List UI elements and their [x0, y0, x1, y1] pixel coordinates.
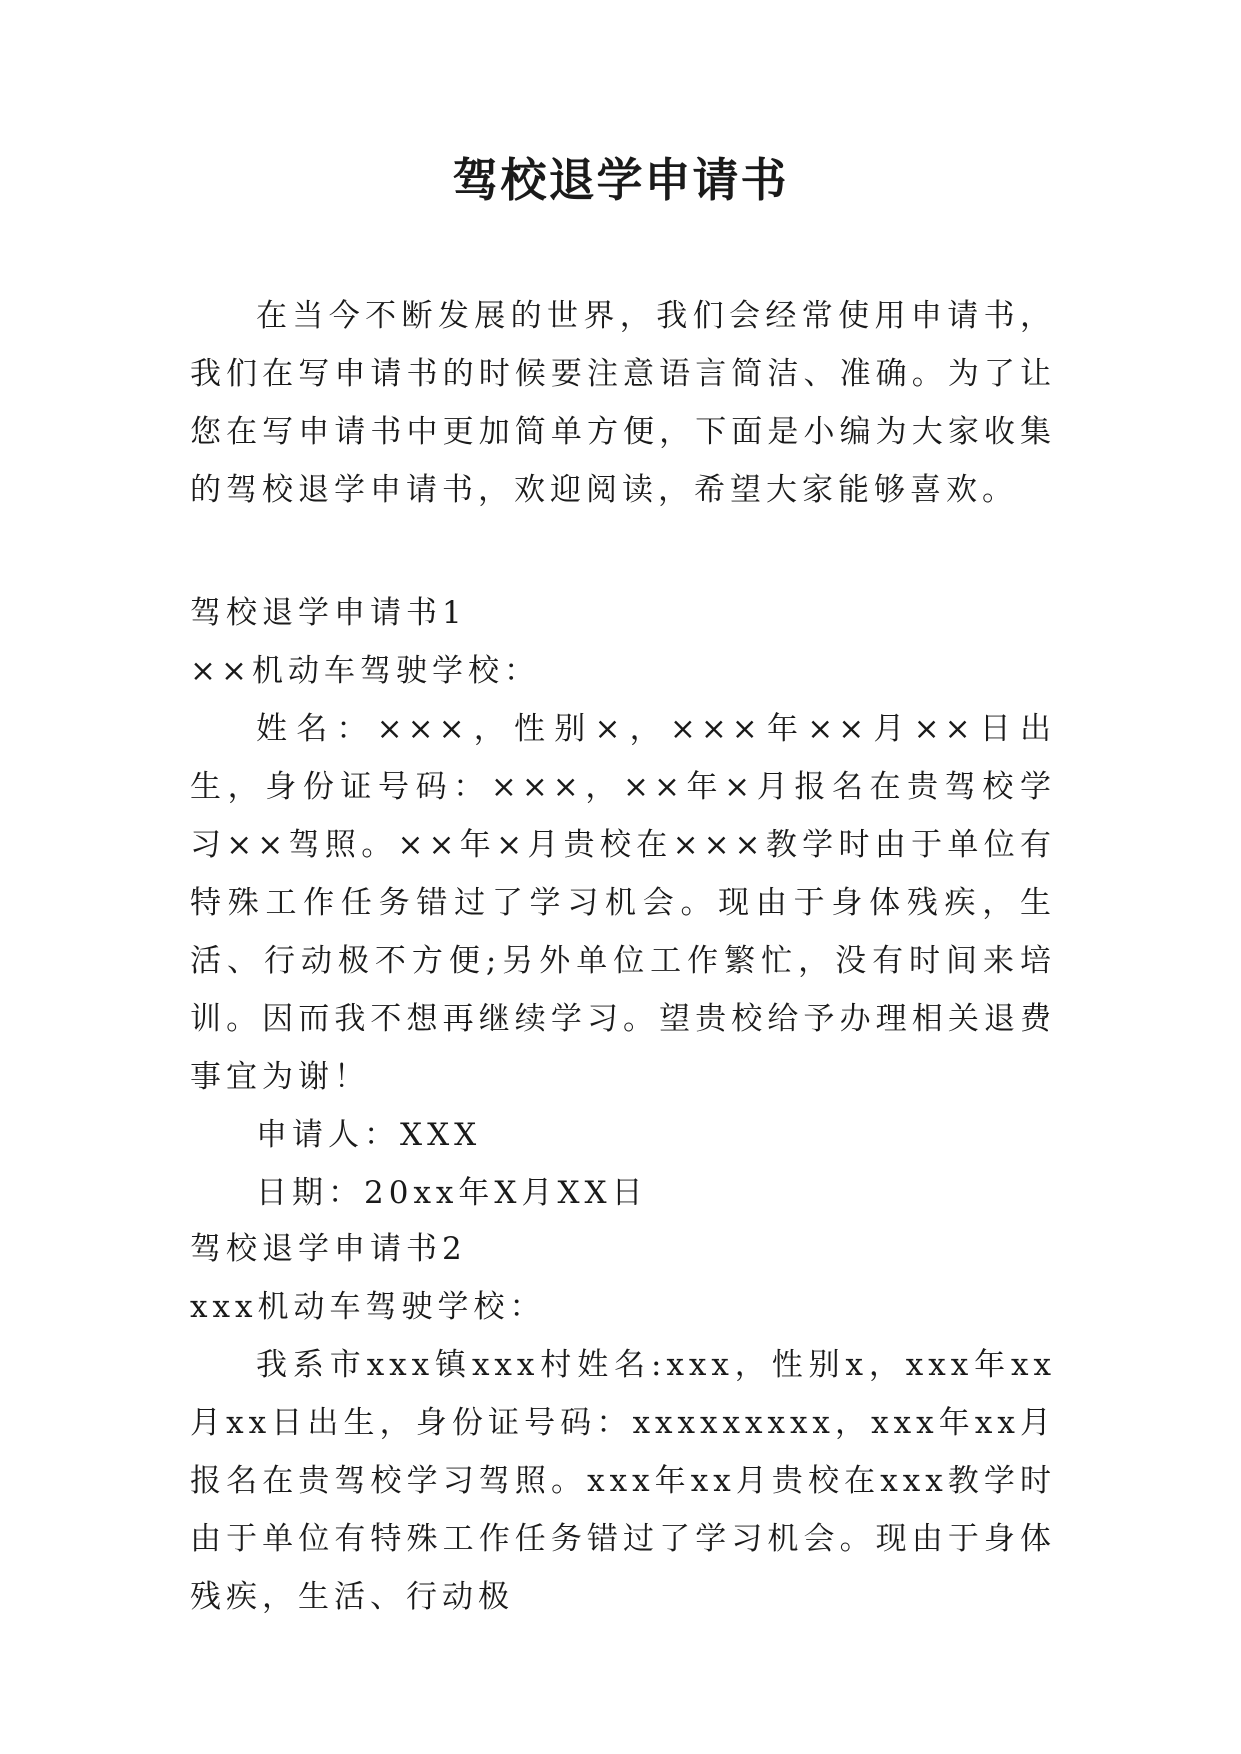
intro-paragraph: 在当今不断发展的世界，我们会经常使用申请书，我们在写申请书的时候要注意语言简洁、准确。为了让您在写申请书中更加简单方便，下面是小编为大家收集的驾校退学申请书，欢迎阅读，希望大家能够喜欢。	[190, 298, 1056, 508]
letter-1-body: 姓名：×××，性别×，×××年××月××日出生，身份证号码：×××，××年×月报名在贵驾校学习××驾照。××年×月贵校在×××教学时由于单位有特殊工作任务错过了学习机会。现由于身体残疾，生活、行动极不方便;另外单位工作繁忙，没有时间来培训。因而我不想再继续学习。望贵校给予办理相关退费事宜为谢！	[190, 711, 1056, 1095]
intro-section	[190, 287, 1056, 519]
letter-2-salutation: xxx机动车驾驶学校：	[190, 1289, 546, 1325]
letter-1-applicant: 申请人：XXX	[256, 1117, 482, 1153]
letter-1	[190, 584, 1056, 1222]
letter-1-heading: 驾校退学申请书1	[190, 595, 467, 631]
letter-1-date: 日期：20xx年X月XX日	[256, 1175, 648, 1211]
letter-2	[190, 1220, 1056, 1626]
letter-2-body: 我系市xxx镇xxx村姓名:xxx，性别x，xxx年xx月xx日出生，身份证号码：xxxxxxxxx，xxx年xx月报名在贵驾校学习驾照。xxx年xx月贵校在xxx教学时由于单位有特殊工作任务错过了学习机会。现由于身体残疾，生活、行动极	[190, 1347, 1056, 1615]
letter-1-salutation: ××机动车驾驶学校：	[190, 653, 540, 689]
document-title: 驾校退学申请书	[452, 153, 789, 207]
letter-2-heading: 驾校退学申请书2	[190, 1231, 467, 1267]
